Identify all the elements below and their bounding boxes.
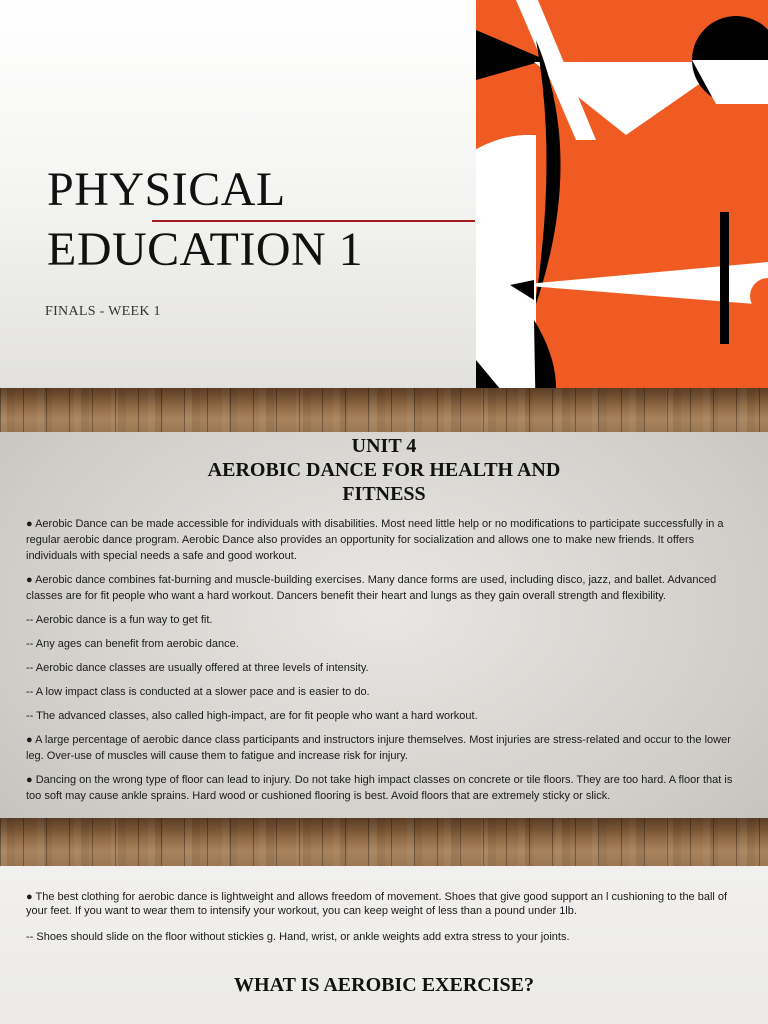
- list-item: -- The advanced classes, also called high-impact, are for fit people who want a hard workout.: [26, 710, 478, 722]
- paragraph: ● The best clothing for aerobic dance is lightweight and allows freedom of movement. Shoes that give good support an l cushioning to the ball of your feet. If you want to wear them to intensify your workout, you can keep weight of less than a pound under 1lb.: [26, 891, 728, 917]
- title-line-2: EDUCATION 1: [47, 223, 364, 276]
- paragraph: ● Dancing on the wrong type of floor can lead to injury. Do not take high impact classes on concrete or tile floors. They are too hard. A floor that is too soft may cause ankle sprains. Hard wood or cushioned flooring is best. Avoid floors that are extremely sticky or slick.: [26, 774, 733, 802]
- list-item: -- A low impact class is conducted at a slower pace and is easier to do.: [26, 686, 370, 698]
- subtitle: FINALS - WEEK 1: [45, 304, 161, 319]
- paragraph: ● A large percentage of aerobic dance class participants and instructors injure themselves. Most injuries are stress-related and occur to the lower leg. Over-use of muscles will cause them to fatigue and increase risk for injury.: [26, 734, 731, 762]
- paragraph: ● Aerobic Dance can be made accessible for individuals with disabilities. Most need little help or no modifications to participate successfully in a regular aerobic dance program. Aerobic Dance also provides an opportunity for socialization and allows one to make new friends. It offers individuals with special needs a safe and good workout.: [26, 518, 724, 562]
- title-line-1: PHYSICAL: [47, 163, 286, 216]
- wood-floor: [0, 388, 768, 432]
- wood-floor: [0, 818, 768, 866]
- content-slide-clothing: [0, 866, 768, 1024]
- title-slide: [0, 0, 768, 432]
- list-item: -- Aerobic dance classes are usually offered at three levels of intensity.: [26, 662, 369, 674]
- list-item: -- Aerobic dance is a fun way to get fit.: [26, 614, 213, 626]
- body-text: [26, 890, 740, 952]
- body-text: [26, 516, 740, 812]
- unit-number: UNIT 4: [351, 435, 417, 457]
- unit-heading: [0, 434, 768, 506]
- list-item: -- Any ages can benefit from aerobic dance.: [26, 638, 239, 650]
- section-title: WHAT IS AEROBIC EXERCISE?: [234, 974, 534, 996]
- title-rule: [152, 220, 475, 222]
- list-item: -- Shoes should slide on the floor without stickies g. Hand, wrist, or ankle weights add extra stress to your joints.: [26, 931, 570, 943]
- abstract-art-image: [476, 0, 768, 432]
- paragraph: ● Aerobic dance combines fat-burning and muscle-building exercises. Many dance forms are used, including disco, jazz, and ballet. Advanced classes are for fit people who want a hard workout. Dancers benefit their heart and lungs as they gain overall strength and flexibility.: [26, 574, 717, 602]
- content-slide-unit-4: [0, 432, 768, 866]
- unit-title: AEROBIC DANCE FOR HEALTH AND FITNESS: [207, 459, 561, 505]
